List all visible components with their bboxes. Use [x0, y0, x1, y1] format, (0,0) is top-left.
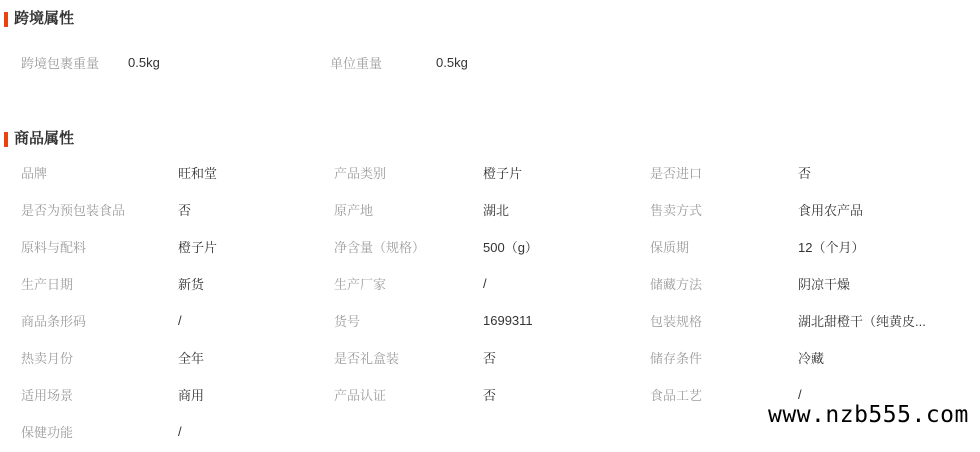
attribute-value: / [178, 424, 182, 439]
attribute-label: 是否进口 [650, 166, 703, 181]
attribute-label: 原料与配料 [21, 240, 87, 255]
attribute-value: 0.5kg [128, 55, 160, 70]
attribute-label: 适用场景 [21, 388, 74, 403]
attribute-value: 冷藏 [798, 351, 825, 366]
section-title-text: 跨境属性 [14, 10, 75, 27]
section-accent-bar [4, 132, 8, 147]
attribute-label: 是否礼盒装 [334, 351, 400, 366]
attribute-value: 湖北甜橙干（纯黄皮... [798, 314, 926, 329]
attribute-value: 阴凉干燥 [798, 277, 851, 292]
attribute-value: / [483, 276, 487, 291]
attribute-value: 否 [483, 351, 497, 366]
attribute-value: 橙子片 [483, 166, 523, 181]
attribute-value: 1699311 [483, 313, 533, 328]
attribute-label: 是否为预包装食品 [21, 203, 126, 218]
attribute-value: 新货 [178, 277, 205, 292]
section-accent-bar [4, 12, 8, 27]
section-title-text: 商品属性 [14, 130, 75, 147]
attribute-label: 原产地 [334, 203, 374, 218]
attribute-value: 0.5kg [436, 55, 468, 70]
attribute-value: 湖北 [483, 203, 510, 218]
attribute-label: 跨境包裹重量 [21, 56, 100, 71]
attribute-label: 净含量（规格） [334, 240, 426, 255]
attribute-value: 全年 [178, 351, 205, 366]
attribute-value: 12（个月） [798, 240, 865, 255]
attribute-label: 包装规格 [650, 314, 703, 329]
attribute-value: / [178, 313, 182, 328]
cross-border-section-title [4, 11, 980, 27]
attribute-value: / [798, 387, 802, 402]
cross-border-attributes-grid [0, 44, 980, 81]
attribute-label: 货号 [334, 314, 361, 329]
attribute-label: 产品认证 [334, 388, 387, 403]
attribute-value: 商用 [178, 388, 205, 403]
attribute-label: 食品工艺 [650, 388, 703, 403]
cross-border-section [0, 11, 980, 81]
attribute-label: 保健功能 [21, 425, 74, 440]
attribute-label: 单位重量 [330, 56, 383, 71]
attribute-value: 旺和堂 [178, 166, 218, 181]
attribute-value: 食用农产品 [798, 203, 864, 218]
attribute-label: 生产厂家 [334, 277, 387, 292]
attribute-label: 品牌 [21, 166, 48, 181]
attribute-value: 500（g） [483, 240, 538, 255]
attribute-label: 储藏方法 [650, 277, 703, 292]
attribute-label: 售卖方式 [650, 203, 703, 218]
attribute-label: 商品条形码 [21, 314, 87, 329]
product-section-title [4, 131, 980, 147]
attribute-value: 橙子片 [178, 240, 218, 255]
attribute-label: 产品类别 [334, 166, 387, 181]
attribute-label: 生产日期 [21, 277, 74, 292]
attribute-label: 储存条件 [650, 351, 703, 366]
attribute-value: 否 [178, 203, 192, 218]
attribute-label: 保质期 [650, 240, 690, 255]
attribute-label: 热卖月份 [21, 351, 74, 366]
watermark-text: www.nzb555.com [768, 402, 969, 428]
attribute-value: 否 [798, 166, 812, 181]
attribute-value: 否 [483, 388, 497, 403]
